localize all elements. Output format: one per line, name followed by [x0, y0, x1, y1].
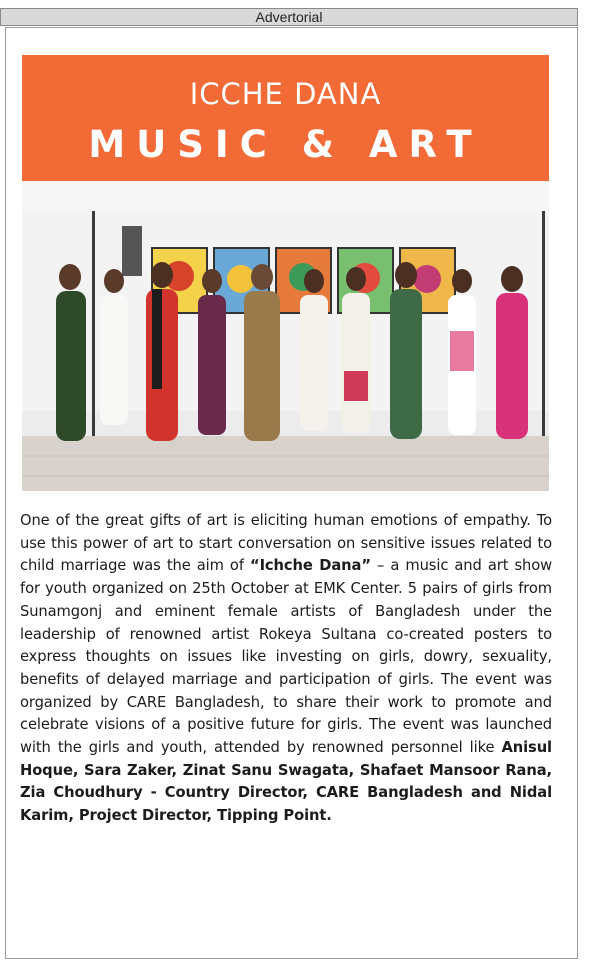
banner-title-line1: ICCHE DANA: [189, 77, 382, 111]
attendee-list: Anisul Hoque, Sara Zaker, Zinat Sanu Swagata, Shafaet Mansoor Rana, Zia Choudhury - Country Director, CARE Bangladesh and Nidal Karim, Project Director, Tipping Point.: [20, 739, 552, 825]
article-body: [20, 510, 552, 828]
banner-title-line2: MUSIC & ART: [88, 123, 483, 166]
event-photo: [22, 181, 549, 491]
event-photo-illustration: [22, 181, 549, 491]
article-intro: One of the great gifts of art is eliciting human emotions of empathy. To use this power of art to start conversation on sensitive issues related to child marriage was the aim of: [20, 512, 552, 575]
section-tag: Advertorial: [0, 8, 578, 26]
event-name: “Ichche Dana”: [250, 557, 371, 575]
title-banner: [22, 55, 549, 181]
article-details: – a music and art show for youth organized on 25th October at EMK Center. 5 pairs of girls from Sunamgonj and eminent female artists of Bangladesh under the leadership of renowned artist Rokeya Sultana co-created posters to express thoughts on issues like investing on girls, dowry, sexuality, benefits of delayed marriage and participation of girls. The event was organized by CARE Bangladesh, to share their work to promote and celebrate visions of a positive future for girls. The event was launched with the girls and youth, attended by renowned personnel like: [20, 557, 553, 757]
